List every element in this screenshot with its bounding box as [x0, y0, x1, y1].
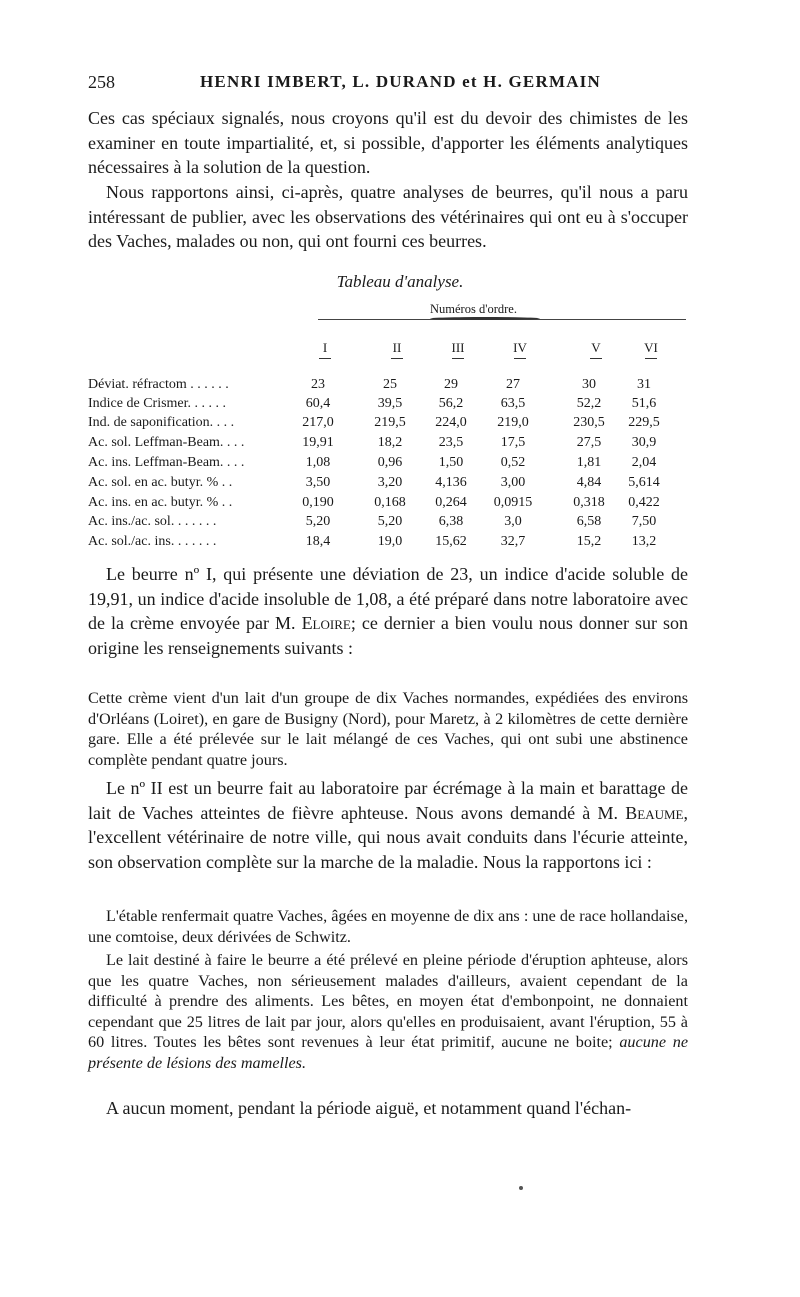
column-header: III [451, 340, 465, 355]
table-cell: 23 [311, 377, 325, 392]
column-headers [0, 340, 800, 360]
table-cell: 3,50 [305, 475, 331, 490]
observation-paragraph-1: L'étable renfermait quatre Vaches, âgées en moyenne de dix ans : une de race hollandaise, une comtoise, deux dérivées de Schwitz. [88, 907, 688, 946]
table-cell: 39,5 [377, 396, 403, 411]
beurre-2-text-start: Le nº II est un beurre fait au laboratoire par écrémage à la main et barattage de lait de Vaches atteintes de fièvre aphteuse. Nous avons demandé à M. [88, 778, 688, 823]
table-cell: 15,62 [435, 534, 467, 549]
table-row [0, 514, 800, 535]
table-cell: 229,5 [628, 415, 660, 430]
table-cell: 32,7 [500, 534, 526, 549]
row-label: Ac. sol./ac. ins. . . . . . . [88, 534, 217, 549]
beurre-2-paragraph [88, 776, 688, 874]
table-cell: 230,5 [573, 415, 605, 430]
table-cell: 7,50 [631, 514, 657, 529]
table-cell: 18,4 [305, 534, 331, 549]
table-cell: 15,2 [576, 534, 602, 549]
row-label: Ac. ins./ac. sol. . . . . . . [88, 514, 217, 529]
table-cell: 219,0 [497, 415, 529, 430]
table-subcaption: Numéros d'ordre. [430, 302, 517, 316]
table-row [0, 435, 800, 456]
table-cell: 13,2 [631, 534, 657, 549]
table-cell: 217,0 [302, 415, 334, 430]
table-cell: 27 [506, 377, 520, 392]
table-caption: Tableau d'analyse. [336, 272, 464, 291]
row-label: Ac. sol. Leffman-Beam. . . . [88, 435, 245, 450]
table-cell: 1,81 [576, 455, 602, 470]
table-cell: 1,50 [438, 455, 464, 470]
table-cell: 56,2 [438, 396, 464, 411]
person-name: Eloire [301, 613, 351, 634]
ink-dot [519, 1186, 523, 1190]
table-row [0, 396, 800, 417]
observation-paragraph-2 [88, 950, 688, 1073]
beurre-1-text-end: ; ce dernier a bien voulu nous donner sur son origine les renseignements suivants : [88, 613, 688, 658]
page-header [88, 72, 688, 96]
table-cell: 18,2 [377, 435, 403, 450]
table-cell: 0,52 [500, 455, 526, 470]
table-row [0, 534, 800, 555]
column-header: V [591, 340, 601, 355]
table-row [0, 495, 800, 516]
table-cell: 0,190 [302, 495, 334, 510]
table-cell: 60,4 [305, 396, 331, 411]
table-cell: 0,168 [374, 495, 406, 510]
observation-italic-text: aucune ne présente de lésions des mamelles. [88, 1033, 689, 1072]
table-cell: 0,0915 [493, 495, 533, 510]
table-cell: 6,58 [576, 514, 602, 529]
table-row [0, 415, 800, 436]
table-cell: 27,5 [576, 435, 602, 450]
table-cell: 0,264 [435, 495, 467, 510]
table-cell: 219,5 [374, 415, 406, 430]
running-title: HENRI IMBERT, L. DURAND et H. GERMAIN [200, 72, 601, 91]
table-row [0, 455, 800, 476]
beurre-1-quote: Cette crème vient d'un lait d'un groupe de dix Vaches normandes, expédiées des environs d'Orléans (Loiret), en gare de Busigny (Nord), pour Maretz, à 2 kilomètres de cette dernière gare. Elle a été prélevée sur le lait mélangé de ces Vaches, qui ont subi une abstinence complète pendant quatre jours. [88, 689, 688, 769]
column-dashes [0, 358, 800, 370]
table-row [0, 377, 800, 398]
page-number: 258 [88, 72, 115, 92]
table-row [0, 475, 800, 496]
table-cell: 23,5 [438, 435, 464, 450]
table-cell: 4,136 [435, 475, 467, 490]
table-cell: 52,2 [576, 396, 602, 411]
table-cell: 224,0 [435, 415, 467, 430]
row-label: Indice de Crismer. . . . . . [88, 396, 227, 411]
beurre-1-text-start: Le beurre nº I, qui présente une déviation de 23, un indice d'acide soluble de 19,91, un indice d'acide insoluble de 1,08, a été préparé dans notre laboratoire avec de la crème envoyée par M. [88, 564, 688, 634]
table-cell: 63,5 [500, 396, 526, 411]
observation-text: Le lait destiné à faire le beurre a été prélevé en pleine période d'éruption aphteuse, alors que les quatre Vaches, non sérieusement malades d'ailleurs, avaient cependant de la difficulté à prendre des aliments. Les bêtes, en moyen état d'embonpoint, ne donnaient cependant que 25 litres de lait par jour, alors qu'elles en produisaient, avant l'éruption, 55 à 60 litres. Toutes les bêtes sont revenues à leur état primitif, aucune ne boite; [88, 951, 688, 1051]
intro-paragraph-2: Nous rapportons ainsi, ci-après, quatre analyses de beurres, qu'il nous a paru intéressant de publier, avec les observations des vétérinaires qui ont eu à s'occuper des Vaches, malades ou non, qui ont fourni ces beurres. [88, 182, 688, 252]
table-cell: 0,318 [573, 495, 605, 510]
table-rule-ornament [430, 317, 540, 320]
continuation-line: A aucun moment, pendant la période aiguë, et notamment quand l'échan- [106, 1098, 632, 1118]
table-cell: 5,20 [305, 514, 331, 529]
column-header: VI [644, 340, 658, 355]
column-header: I [322, 340, 328, 355]
row-label: Ac. ins. Leffman-Beam. . . . [88, 455, 245, 470]
table-cell: 51,6 [631, 396, 657, 411]
table-cell: 0,422 [628, 495, 660, 510]
table-cell: 3,00 [500, 475, 526, 490]
person-name: Beaume [625, 802, 684, 823]
row-label: Déviat. réfractom . . . . . . [88, 377, 229, 392]
column-header: IV [513, 340, 527, 355]
intro-paragraph-1: Ces cas spéciaux signalés, nous croyons qu'il est du devoir des chimistes de les examiner en toute impartialité, et, si possible, d'apporter les éléments analytiques nécessaires à la solution de la question. [88, 108, 688, 178]
table-cell: 31 [637, 377, 651, 392]
table-cell: 19,0 [377, 534, 403, 549]
row-label: Ac. ins. en ac. butyr. % . . [88, 495, 233, 510]
column-header: II [392, 340, 402, 355]
table-cell: 1,08 [305, 455, 331, 470]
table-cell: 5,614 [628, 475, 660, 490]
table-cell: 6,38 [438, 514, 464, 529]
row-label: Ac. sol. en ac. butyr. % . . [88, 475, 233, 490]
table-cell: 3,0 [504, 514, 522, 529]
table-cell: 19,91 [302, 435, 334, 450]
table-cell: 30 [582, 377, 596, 392]
table-cell: 25 [383, 377, 397, 392]
beurre-1-paragraph [88, 562, 688, 660]
table-cell: 0,96 [377, 455, 403, 470]
table-cell: 5,20 [377, 514, 403, 529]
table-cell: 30,9 [631, 435, 657, 450]
table-cell: 4,84 [576, 475, 602, 490]
table-cell: 3,20 [377, 475, 403, 490]
beurre-2-text-end: , l'excellent vétérinaire de notre ville, qui nous avait conduits dans l'écurie atteinte, son observation complète sur la marche de la maladie. Nous la rapportons ici : [88, 802, 688, 872]
table-cell: 2,04 [631, 455, 657, 470]
row-label: Ind. de saponification. . . . [88, 415, 235, 430]
table-cell: 29 [444, 377, 458, 392]
table-cell: 17,5 [500, 435, 526, 450]
